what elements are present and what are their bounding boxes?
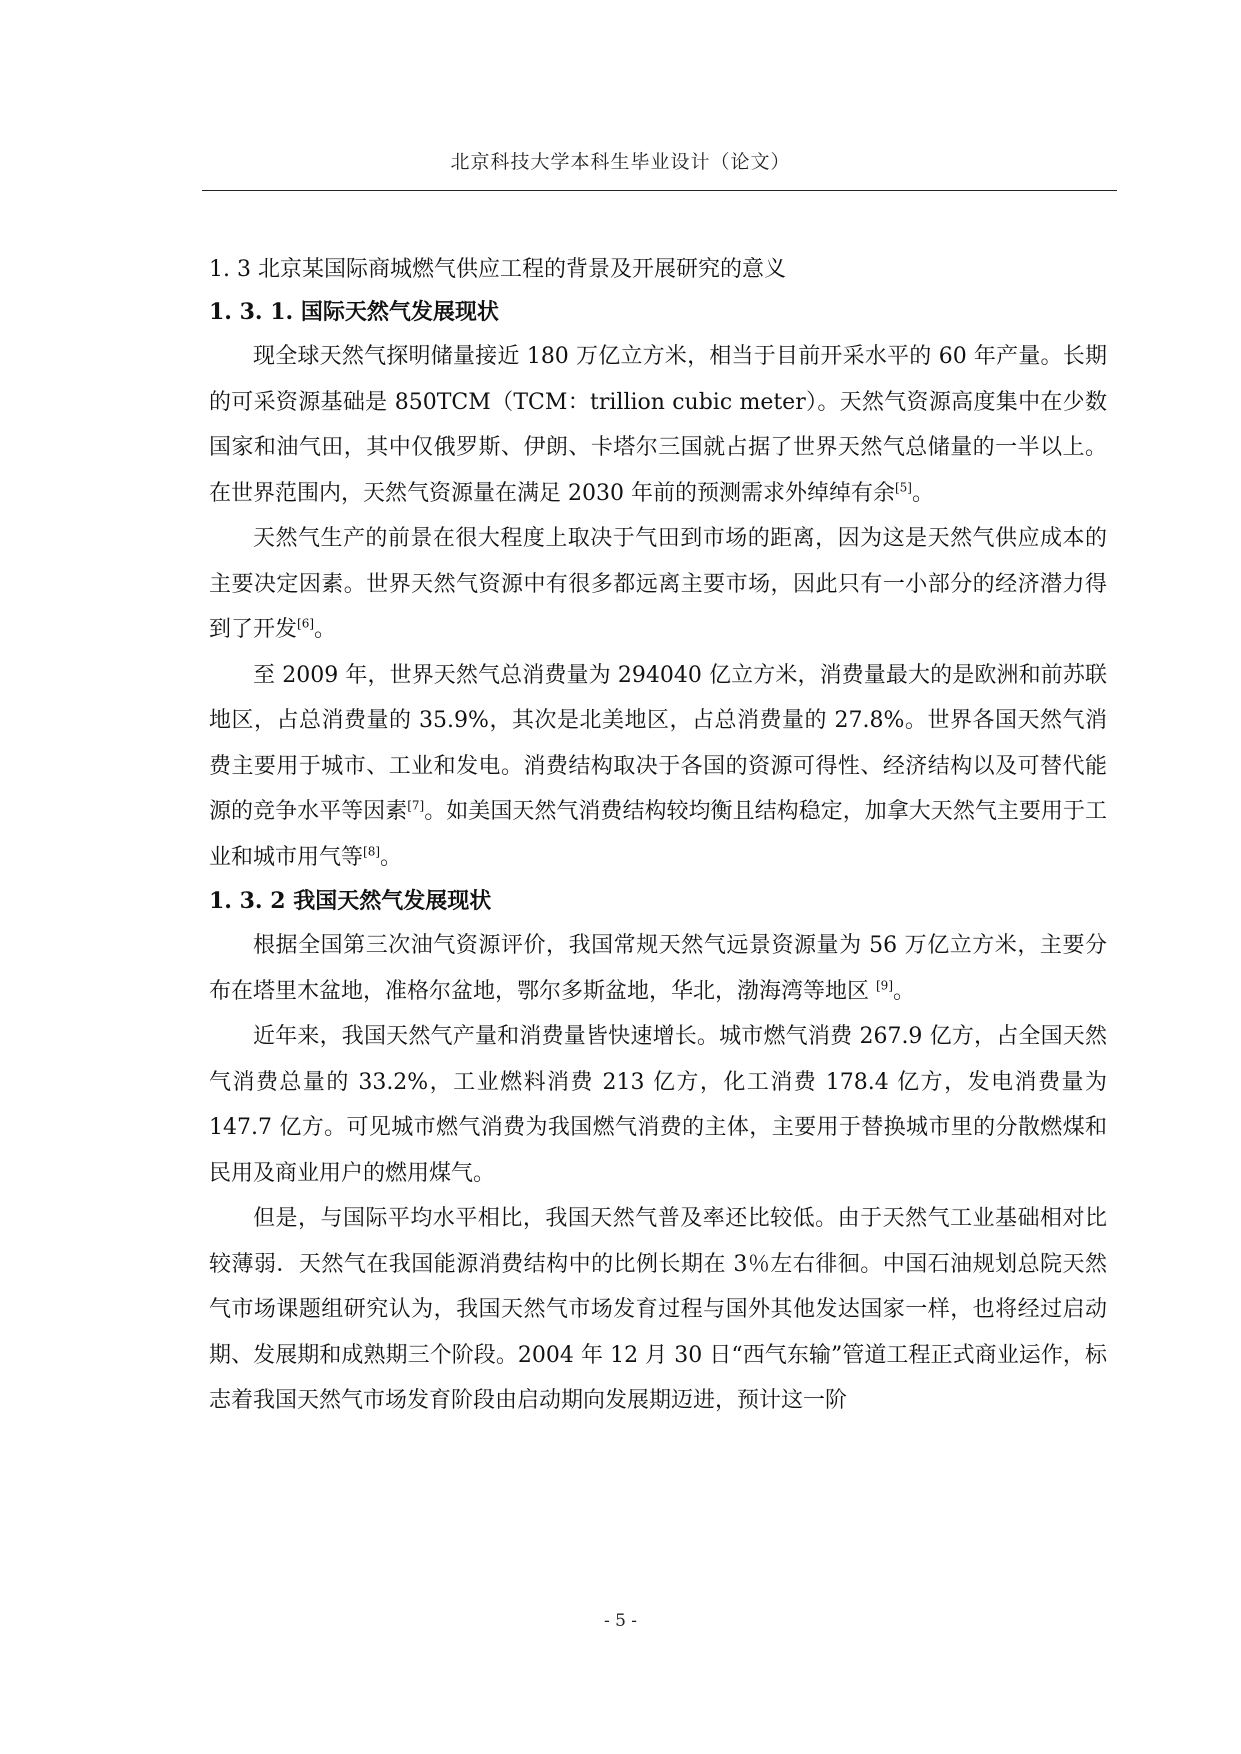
paragraph-tail: 。 [893, 978, 916, 1004]
paragraph-tail: 。 [380, 844, 403, 870]
paragraph [209, 1196, 1107, 1424]
paragraph-text: 但是，与国际平均水平相比，我国天然气普及率还比较低。由于天然气工业基础相对比较薄弱．天然气在我国能源消费结构中的比例长期在 3％左右徘徊。中国石油规划总院天然气市场课题组研究认为，我国天然气市场发育过程与国外其他发达国家一样，也将经过启动期、发展期和成熟期三个阶段。2004 年 12 月 30 日“西气东输”管道工程正式商业运作，标志着我国天然气市场发育阶段由启动期向发展期迈进，预计这一阶 [209, 1206, 1107, 1413]
paragraph [209, 334, 1107, 516]
paragraph-text: 至 2009 年，世界天然气总消费量为 294040 亿立方米，消费量最大的是欧洲和前苏联地区，占总消费量的 35.9%，其次是北美地区，占总消费量的 27.8%。世界各国天然气消费主要用于城市、工业和发电。消费结构取决于各国的资源可得性、经济结构以及可替代能源的竞争水平等因素 [209, 662, 1107, 824]
paragraph [209, 923, 1107, 1014]
page-body [209, 248, 1107, 1424]
paragraph-text: 现全球天然气探明储量接近 180 万亿立方米，相当于目前开采水平的 60 年产量。长期的可采资源基础是 850TCM（TCM：trillion cubic meter）。天然气资源高度集中在少数国家和油气田，其中仅俄罗斯、伊朗、卡塔尔三国就占据了世界天然气总储量的一半以上。在世界范围内，天然气资源量在满足 2030 年前的预测需求外绰绰有余 [209, 344, 1107, 506]
citation-ref: [6] [297, 616, 315, 631]
paragraph-text: 。如美国天然气消费结构较均衡且结构稳定，加拿大天然气主要用于工业和城市用气等 [209, 799, 1107, 870]
citation-ref: [7] [407, 798, 425, 813]
header-rule [202, 190, 1117, 191]
section-heading-1-3: 1. 3 北京某国际商城燃气供应工程的背景及开展研究的意义 [209, 257, 786, 282]
paragraph-tail: 。 [911, 480, 934, 506]
paragraph [209, 516, 1107, 653]
paragraph-text: 根据全国第三次油气资源评价，我国常规天然气远景资源量为 56 万亿立方米，主要分布在塔里木盆地，准格尔盆地，鄂尔多斯盆地，华北，渤海湾等地区 [209, 933, 1107, 1004]
paragraph-text: 近年来，我国天然气产量和消费量皆快速增长。城市燃气消费 267.9 亿方，占全国天然气消费总量的 33.2%，工业燃料消费 213 亿方，化工消费 178.4 亿方，发电消费量为 147.7 亿方。可见城市燃气消费为我国燃气消费的主体，主要用于替换城市里的分散燃煤和民用及商业用户的燃用煤气。 [209, 1024, 1107, 1186]
paragraph-tail: 。 [314, 617, 337, 642]
citation-ref: [9] [876, 978, 893, 993]
page-header: 北京科技大学本科生毕业设计（论文） [450, 151, 791, 173]
paragraph [209, 1014, 1107, 1196]
paragraph-text: 天然气生产的前景在很大程度上取决于气田到市场的距离，因为这是天然气供应成本的主要决定因素。世界天然气资源中有很多都远离主要市场，因此只有一小部分的经济潜力得到了开发 [209, 526, 1107, 642]
citation-ref: [5] [894, 480, 912, 495]
page-number: - 5 - [603, 1611, 638, 1631]
section-heading-1-3-1: 1. 3. 1. 国际天然气发展现状 [209, 299, 499, 325]
citation-ref: [8] [363, 844, 381, 859]
section-heading-1-3-2: 1. 3. 2 我国天然气发展现状 [209, 888, 492, 914]
paragraph [209, 653, 1107, 881]
